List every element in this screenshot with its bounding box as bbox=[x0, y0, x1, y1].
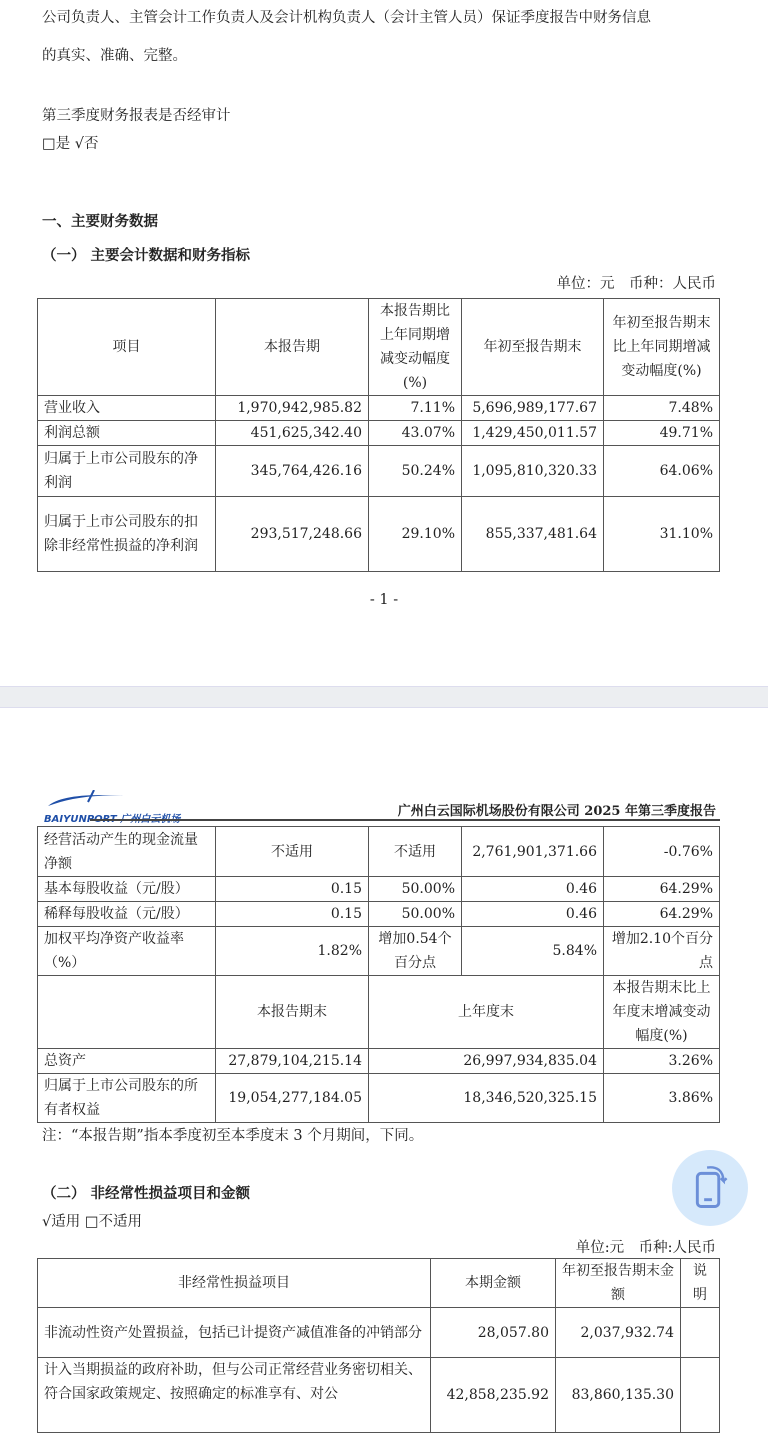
cell: 7.11% bbox=[369, 396, 462, 421]
cell bbox=[681, 1358, 720, 1433]
cell: 归属于上市公司股东的所有者权益 bbox=[38, 1074, 216, 1123]
cell: 64.06% bbox=[604, 446, 720, 497]
cell: 增加0.54个百分点 bbox=[369, 927, 462, 976]
cell: -0.76% bbox=[604, 827, 720, 877]
cell: 64.29% bbox=[604, 877, 720, 902]
table-row bbox=[38, 396, 720, 421]
subsection-heading-2: （二） 非经常性损益项目和金额 bbox=[42, 1185, 251, 1202]
rotate-screen-button[interactable] bbox=[672, 1150, 748, 1226]
page-separator bbox=[0, 686, 768, 708]
audit-answer: □是 √否 bbox=[42, 136, 99, 152]
cell: 归属于上市公司股东的净利润 bbox=[38, 446, 216, 497]
cell: 0.15 bbox=[216, 902, 369, 927]
financial-table-continued bbox=[37, 826, 720, 1123]
table-row bbox=[38, 1074, 720, 1123]
table-row bbox=[38, 1308, 720, 1358]
cell bbox=[681, 1308, 720, 1358]
table-row bbox=[38, 902, 720, 927]
cell: 2,037,932.74 bbox=[556, 1308, 681, 1358]
report-header-title: 广州白云国际机场股份有限公司 2025 年第三季度报告 bbox=[397, 804, 716, 819]
cell: 5,696,989,177.67 bbox=[462, 396, 604, 421]
table-subheader-row bbox=[38, 976, 720, 1049]
cell: 42,858,235.92 bbox=[431, 1358, 556, 1433]
cell: 18,346,520,325.15 bbox=[369, 1074, 604, 1123]
table-row bbox=[38, 927, 720, 976]
audit-question: 第三季度财务报表是否经审计 bbox=[42, 108, 231, 124]
cell: 50.00% bbox=[369, 877, 462, 902]
cell: 计入当期损益的政府补助，但与公司正常经营业务密切相关、符合国家政策规定、按照确定的标准享有、对公 bbox=[38, 1358, 431, 1433]
unit-label-2: 单位:元 币种:人民币 bbox=[575, 1240, 716, 1256]
cell: 29.10% bbox=[369, 497, 462, 572]
unit-label: 单位：元 币种：人民币 bbox=[556, 276, 716, 292]
header-cell: 上年度末 bbox=[369, 976, 604, 1049]
header-cell: 项目 bbox=[38, 299, 216, 396]
cell: 855,337,481.64 bbox=[462, 497, 604, 572]
cell: 64.29% bbox=[604, 902, 720, 927]
cell: 27,879,104,215.14 bbox=[216, 1049, 369, 1074]
note-text: 注：“本报告期”指本季度初至本季度末 3 个月期间，下同。 bbox=[42, 1128, 424, 1144]
cell: 28,057.80 bbox=[431, 1308, 556, 1358]
cell: 31.10% bbox=[604, 497, 720, 572]
cell: 归属于上市公司股东的扣除非经常性损益的净利润 bbox=[38, 497, 216, 572]
header-cell: 年初至报告期末金额 bbox=[556, 1259, 681, 1308]
cell: 49.71% bbox=[604, 421, 720, 446]
header-cell: 说明 bbox=[681, 1259, 720, 1308]
cell: 稀释每股收益（元/股） bbox=[38, 902, 216, 927]
applicable-checkbox: √适用 □不适用 bbox=[42, 1214, 143, 1230]
header-cell: 年初至报告期末比上年同期增减变动幅度(%) bbox=[604, 299, 720, 396]
cell: 1,095,810,320.33 bbox=[462, 446, 604, 497]
header-cell: 本报告期末比上年度末增减变动幅度(%) bbox=[604, 976, 720, 1049]
cell: 不适用 bbox=[216, 827, 369, 877]
plane-swoosh-icon bbox=[44, 790, 164, 810]
page-number: - 1 - bbox=[369, 592, 399, 608]
cell: 50.24% bbox=[369, 446, 462, 497]
cell: 利润总额 bbox=[38, 421, 216, 446]
intro-text-2: 的真实、准确、完整。 bbox=[42, 48, 187, 64]
cell: 293,517,248.66 bbox=[216, 497, 369, 572]
cell: 营业收入 bbox=[38, 396, 216, 421]
cell: 5.84% bbox=[462, 927, 604, 976]
cell: 3.26% bbox=[604, 1049, 720, 1074]
cell: 总资产 bbox=[38, 1049, 216, 1074]
financial-table bbox=[37, 298, 720, 572]
header-rule bbox=[90, 819, 720, 821]
intro-text: 公司负责人、主管会计工作负责人及会计机构负责人（会计主管人员）保证季度报告中财务信息 bbox=[42, 10, 651, 26]
cell: 345,764,426.16 bbox=[216, 446, 369, 497]
table-row bbox=[38, 827, 720, 877]
header-cell: 本期金额 bbox=[431, 1259, 556, 1308]
section-heading: 一、主要财务数据 bbox=[42, 213, 158, 230]
header-cell: 本报告期比上年同期增减变动幅度(%) bbox=[369, 299, 462, 396]
cell: 43.07% bbox=[369, 421, 462, 446]
logo-text: BAIYUNPORT 广州白云机场 bbox=[44, 814, 181, 825]
cell: 3.86% bbox=[604, 1074, 720, 1123]
cell: 0.46 bbox=[462, 877, 604, 902]
table-row bbox=[38, 497, 720, 572]
cell: 1,429,450,011.57 bbox=[462, 421, 604, 446]
header-cell: 年初至报告期末 bbox=[462, 299, 604, 396]
cell: 加权平均净资产收益率（%） bbox=[38, 927, 216, 976]
table-row bbox=[38, 877, 720, 902]
cell: 经营活动产生的现金流量净额 bbox=[38, 827, 216, 877]
table-row bbox=[38, 1049, 720, 1074]
cell: 2,761,901,371.66 bbox=[462, 827, 604, 877]
cell: 1.82% bbox=[216, 927, 369, 976]
cell: 基本每股收益（元/股） bbox=[38, 877, 216, 902]
cell: 50.00% bbox=[369, 902, 462, 927]
header-cell: 本报告期 bbox=[216, 299, 369, 396]
header-cell: 非经常性损益项目 bbox=[38, 1259, 431, 1308]
cell bbox=[38, 976, 216, 1049]
cell: 83,860,135.30 bbox=[556, 1358, 681, 1433]
cell: 7.48% bbox=[604, 396, 720, 421]
table-row bbox=[38, 421, 720, 446]
rotate-screen-icon bbox=[672, 1150, 748, 1226]
subsection-heading: （一） 主要会计数据和财务指标 bbox=[42, 247, 251, 264]
cell: 26,997,934,835.04 bbox=[369, 1049, 604, 1074]
cell: 451,625,342.40 bbox=[216, 421, 369, 446]
cell: 不适用 bbox=[369, 827, 462, 877]
cell: 非流动性资产处置损益，包括已计提资产减值准备的冲销部分 bbox=[38, 1308, 431, 1358]
header-cell: 本报告期末 bbox=[216, 976, 369, 1049]
cell: 增加2.10个百分点 bbox=[604, 927, 720, 976]
table-row bbox=[38, 1358, 720, 1433]
cell: 1,970,942,985.82 bbox=[216, 396, 369, 421]
cell: 0.46 bbox=[462, 902, 604, 927]
cell: 0.15 bbox=[216, 877, 369, 902]
cell: 19,054,277,184.05 bbox=[216, 1074, 369, 1123]
table-row bbox=[38, 446, 720, 497]
